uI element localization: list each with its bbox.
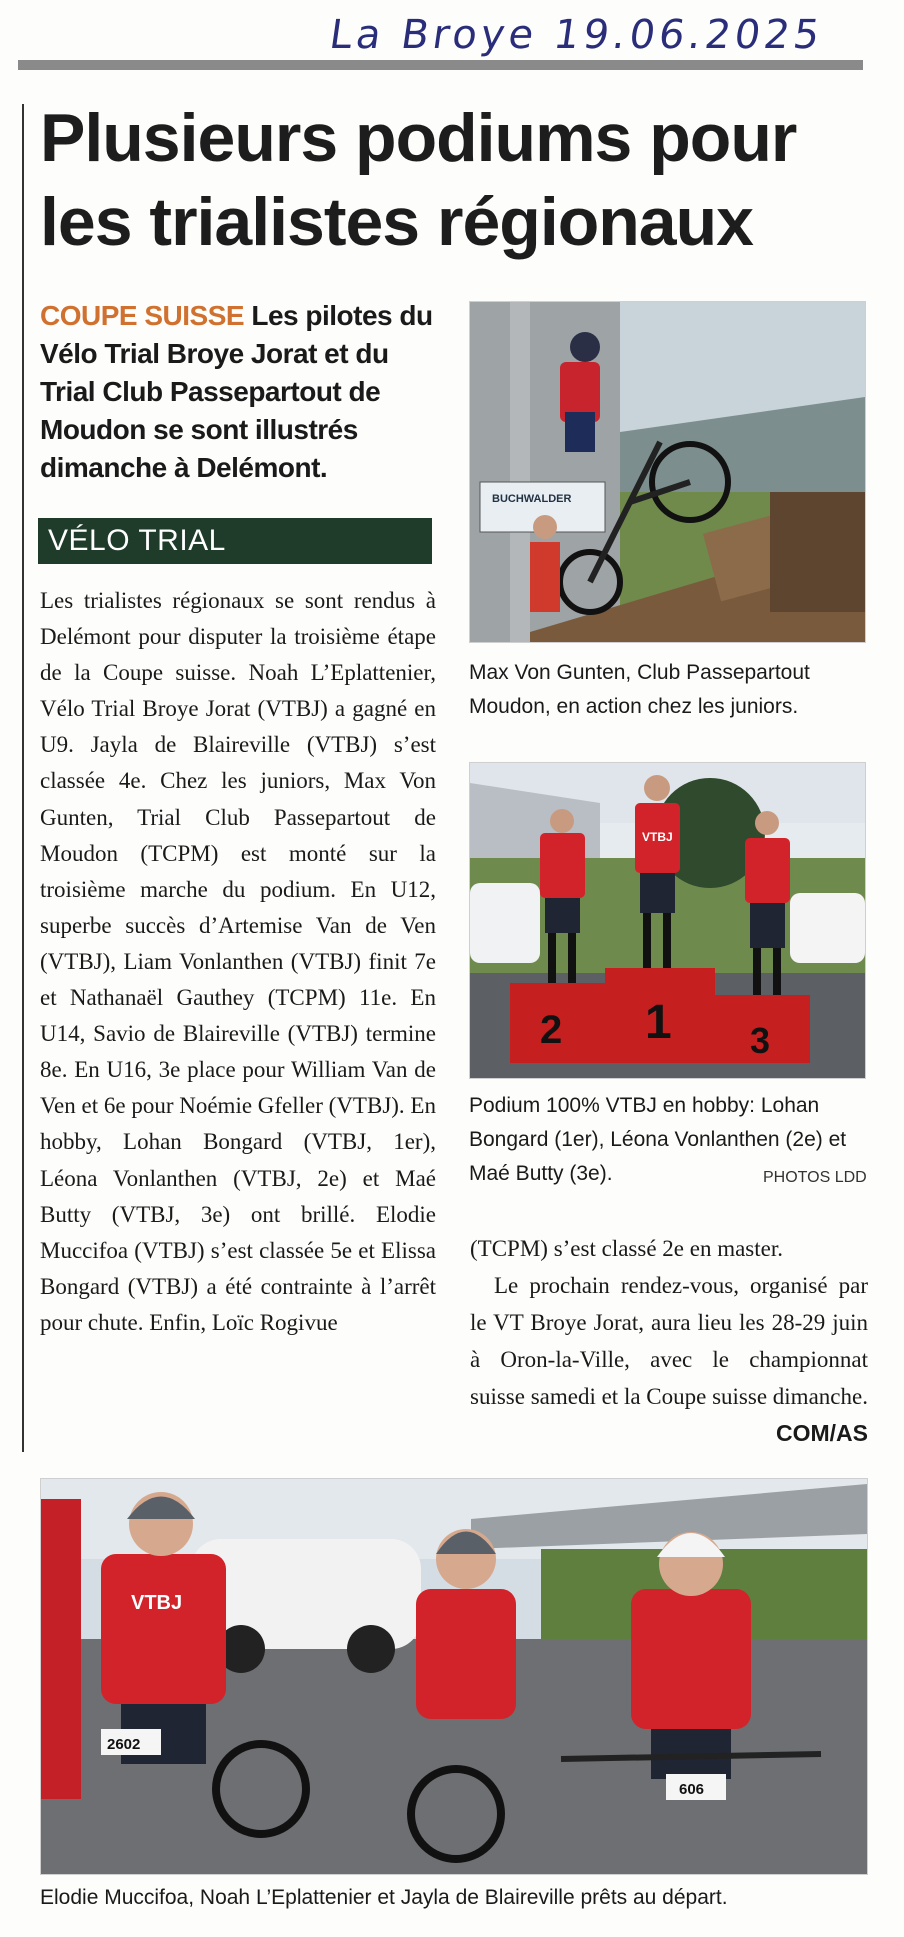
headline: Plusieurs podiums pour les trialistes régionaux <box>40 100 797 260</box>
photo3-caption: Elodie Muccifoa, Noah L’Eplattenier et Jayla de Blaireville prêts au départ. <box>40 1886 728 1909</box>
podium-number-2: 2 <box>540 1008 563 1052</box>
photo-credit: PHOTOS LDD <box>763 1169 867 1186</box>
photo1-caption: Max Von Gunten, Club Passepartout Moudon, en action chez les juniors. <box>469 661 810 718</box>
podium-number-3: 3 <box>750 1020 771 1061</box>
bib-number-right: 606 <box>679 1781 705 1798</box>
photo-riders-start <box>40 1478 868 1875</box>
lead-text: Les pilotes du Vélo Trial Broye Jorat et du Trial Club Passepartout de Moudon se sont illustrés dimanche à Delémont. <box>40 300 433 483</box>
signature: COM/AS <box>776 1420 868 1446</box>
podium-number-1: 1 <box>645 996 672 1049</box>
article-body-col2 <box>470 1230 868 1452</box>
sign-text: BUCHWALDER <box>492 493 572 505</box>
article-body-col1: Les trialistes régionaux se sont rendus à Delémont pour disputer la troisième étape de la Coupe suisse. Noah L’Eplattenier, Vélo Trial Broye Jorat (VTBJ) a gagné en U9. Jayla de Blaireville (VTBJ) s’est classée 4e. Chez les juniors, Max Von Gunten, Trial Club Passepartout de Moudon (TCPM) est monté sur la troisième marche du podium. En U12, superbe succès d’Artemise Van de Ven (VTBJ), Liam Vonlanthen (VTBJ) finit 7e et Nathanaël Gauthey (TCPM) 11e. En U14, Savio de Blaireville (VTBJ) termine 8e. En U16, 3e place pour William Van de Ven et 6e pour Noémie Gfeller (VTBJ). En hobby, Lohan Bongard (VTBJ, 1er), Léona Vonlanthen (VTBJ, 2e) et Maé Butty (VTBJ, 3e) ont brillé. Elodie Muccifoa (VTBJ) s’est classée 5e et Elissa Bongard (VTBJ) a été contrainte à l’arrêt pour chute. Enfin, Loïc Rogivue <box>40 588 436 1335</box>
handwritten-source-note: La Broye 19.06.2025 <box>326 12 827 58</box>
bib-number-left: 2602 <box>107 1736 141 1753</box>
section-rubric: VÉLO TRIAL <box>38 518 432 564</box>
body2-paragraph-2 <box>470 1267 868 1446</box>
top-rule <box>18 60 863 70</box>
jersey-text: VTBJ <box>642 830 673 844</box>
left-column-rule <box>22 104 24 1452</box>
body2-paragraph-1: (TCPM) s’est classé 2e en master. <box>470 1236 783 1261</box>
lead-kicker: COUPE SUISSE <box>40 300 245 331</box>
photo-podium <box>469 762 866 1079</box>
jersey-text-left: VTBJ <box>131 1592 183 1614</box>
body2-paragraph-2-text: Le prochain rendez-vous, organisé par le VT Broye Jorat, aura lieu les 28-29 juin à Oron-la-Ville, avec le championnat suisse samedi et la Coupe suisse dimanche. <box>470 1273 868 1409</box>
lead-paragraph <box>40 297 440 487</box>
photo2-caption: Podium 100% VTBJ en hobby: Lohan Bongard (1er), Léona Vonlanthen (2e) et Maé Butty (3e). <box>469 1094 847 1185</box>
photo-rider-action <box>469 301 866 643</box>
